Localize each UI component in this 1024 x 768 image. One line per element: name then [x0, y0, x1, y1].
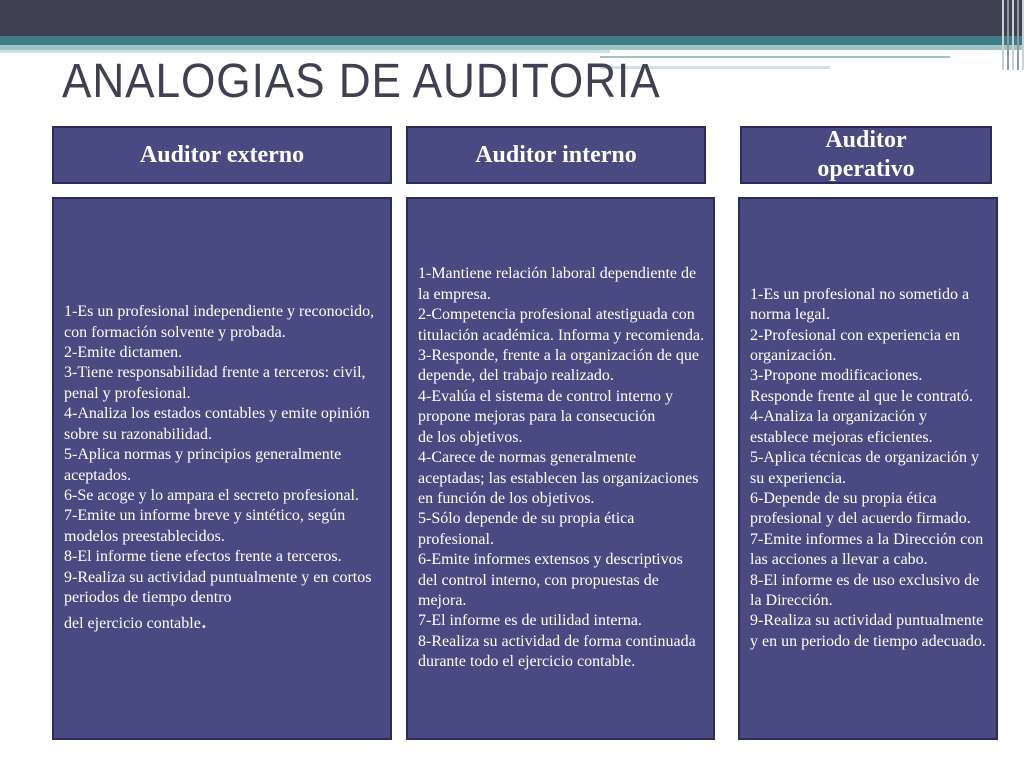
list-item: 5-Aplica técnicas de organización y su experiencia. [750, 449, 979, 487]
list-item: 1-Es un profesional no sometido a norma legal. [750, 285, 970, 324]
list-item: 3-Tiene responsabilidad frente a terceros: civil, penal y profesional. [64, 364, 366, 402]
list-item: 2-Profesional con experiencia en organización. [750, 326, 961, 365]
item-list [750, 285, 988, 652]
teal-band [0, 36, 1024, 45]
column-header-interno [406, 126, 706, 184]
list-item: 2-Emite dictamen. [64, 344, 183, 362]
list-item: 4-Analiza la organización y establece mejoras eficientes. [750, 408, 933, 446]
list-item-final [64, 608, 382, 635]
column-heading-text: Auditor interno [475, 141, 637, 168]
list-item: 3-Responde, frente a la organización de que depende, del trabajo realizado. [418, 347, 699, 385]
list-item: 6-Depende de su propia ética profesional y del acuerdo firmado. [750, 489, 971, 528]
column-box-interno [406, 197, 715, 740]
slide-title: ANALOGIAS DE AUDITORIA [62, 55, 661, 108]
column-box-operativo [738, 197, 998, 740]
list-item: 3-Propone modificaciones. Responde frente al que le contrató. [750, 367, 974, 405]
item-list [418, 264, 705, 672]
list-item: 4-Carece de normas generalmente aceptadas; las establecen las organizaciones en función de los objetivos. [418, 449, 699, 507]
column-box-externo [52, 197, 392, 740]
list-item: 5-Aplica normas y principios generalmente aceptados. [64, 446, 342, 484]
list-item: 4-Analiza los estados contables y emite opinión sobre su razonabilidad. [64, 405, 370, 443]
trailing-mark: . [200, 608, 207, 635]
column-header-externo [52, 126, 392, 184]
list-item: 8-Realiza su actividad de forma continuada durante todo el ejercicio contable. [418, 632, 696, 671]
teal-band-pale [0, 50, 610, 53]
list-item-text: del ejercicio contable [64, 615, 201, 633]
list-item: 7-Emite un informe breve y sintético, según modelos preestablecidos. [64, 507, 346, 545]
list-item: 8-El informe es de uso exclusivo de la Dirección. [750, 571, 980, 609]
column-heading-text: Auditor externo [139, 141, 305, 168]
list-item: 1-Es un profesional independiente y reconocido, con formación solvente y probada. [64, 303, 375, 341]
list-item: 2-Competencia profesional atestiguada con titulación académica. Informa y recomienda. [418, 306, 705, 344]
list-item: 7-El informe es de utilidad interna. [418, 612, 642, 630]
list-item: 9-Realiza su actividad puntualmente y en un periodo de tiempo adecuado. [750, 612, 986, 650]
item-list [64, 302, 382, 635]
column-header-operativo [740, 126, 992, 184]
list-item: 9-Realiza su actividad puntualmente y en cortos periodos de tiempo dentro [64, 568, 372, 606]
list-item: 6-Se acoge y lo ampara el secreto profesional. [64, 486, 359, 504]
column-heading-text: Auditor operativo [817, 127, 915, 182]
list-item: 8-El informe tiene efectos frente a terceros. [64, 548, 342, 566]
list-item: 1-Mantiene relación laboral dependiente de la empresa. [418, 265, 697, 303]
decorative-stripes [994, 0, 1024, 70]
list-item: 6-Emite informes extensos y descriptivos del control interno, con propuestas de mejora. [418, 551, 683, 609]
list-item: 4-Evalúa el sistema de control interno y propone mejoras para la consecución [418, 387, 674, 426]
list-item: de los objetivos. [418, 428, 523, 446]
list-item: 5-Sólo depende de su propia ética profesional. [418, 510, 635, 548]
top-banner [0, 0, 1024, 36]
list-item: 7-Emite informes a la Dirección con las acciones a llevar a cabo. [750, 530, 984, 569]
